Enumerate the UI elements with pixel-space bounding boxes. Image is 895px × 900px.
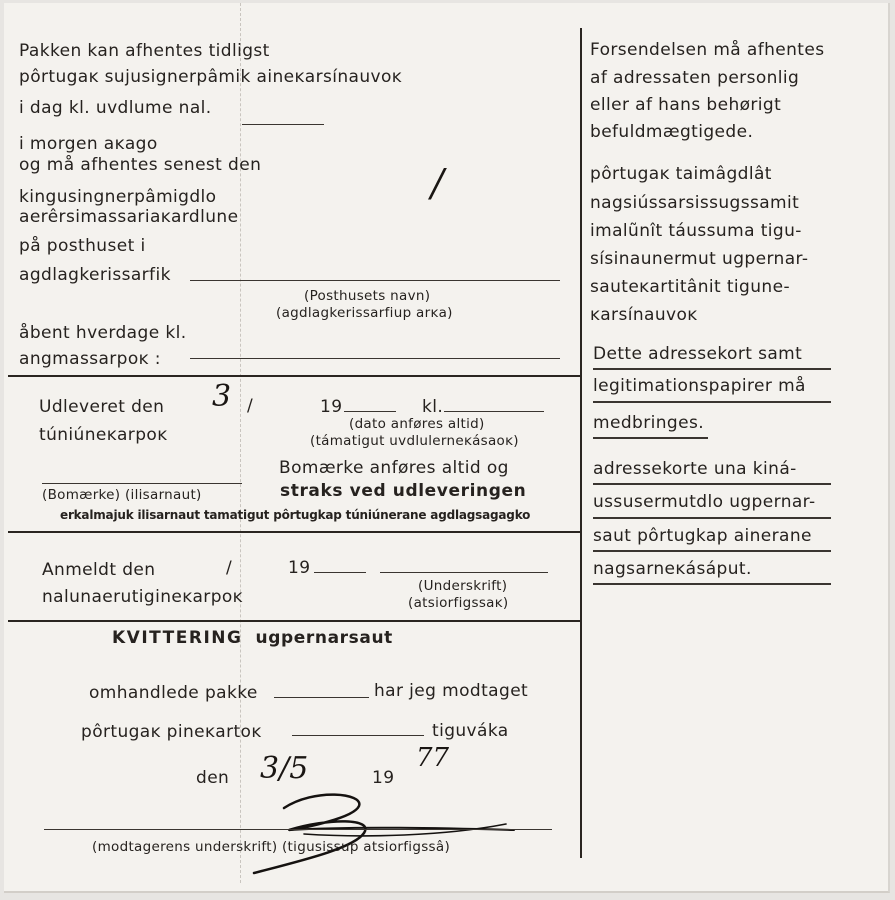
right-p1-line: af adressaten personlig <box>590 68 800 88</box>
receipt-line-2a: pôrtugaĸ pineĸartoĸ <box>81 722 262 742</box>
perforation-line <box>240 3 241 883</box>
reported-label-gl: nalunaerutigineĸarpoĸ <box>42 587 243 607</box>
right-p3-underline <box>593 437 708 439</box>
reported-year-field[interactable] <box>314 572 366 573</box>
right-p4-underline <box>593 483 831 485</box>
receipt-handwritten-date: 3/5 <box>260 751 309 786</box>
stamp-field[interactable] <box>42 483 242 484</box>
right-p2-line: sísinaunermut ugpernar- <box>590 249 809 269</box>
receipt-year: 19 <box>372 768 395 788</box>
column-divider <box>580 28 582 858</box>
delivered-kl: kl. <box>422 397 444 417</box>
stamp-note-bold: straks ved udleveringen <box>280 481 527 501</box>
posthouse-field[interactable] <box>190 280 560 281</box>
date-note-da: (dato anføres altid) <box>349 416 485 432</box>
reported-year: 19 <box>288 558 311 578</box>
stamp-note: Bomærke anføres altid og <box>279 458 509 478</box>
right-p4-underline <box>593 517 831 519</box>
open-hours-gl: angmassarpoĸ : <box>19 349 161 369</box>
receipt-title-da: KVITTERING <box>112 628 243 648</box>
pickup-line-2: pôrtugaĸ sujusignerpâmik aineĸarsínauvoĸ <box>19 67 403 87</box>
right-p3-underline <box>593 368 831 370</box>
receipt-line-1b: har jeg modtaget <box>374 681 529 701</box>
stamp-note-gl: erkalmajuk ilisarnaut tamatigut pôrtugkap túniúnerane agdlagsagagko <box>60 508 531 522</box>
today-underline <box>242 124 324 125</box>
right-p1-line: befuldmægtigede. <box>590 122 754 142</box>
right-p3-line: legitimationspapirer må <box>593 376 806 396</box>
right-p3-underline <box>593 401 831 403</box>
posthouse-label-da: (Posthusets navn) <box>304 288 431 304</box>
right-p4-underline <box>593 583 831 585</box>
right-p3-line: medbringes. <box>593 413 704 433</box>
right-p4-line: nagsarneĸásáput. <box>593 559 752 579</box>
divider-1 <box>8 375 580 377</box>
receipt-package-field[interactable] <box>274 697 369 698</box>
right-p2-line: imalũnît táussuma tigu- <box>590 221 802 241</box>
right-p2-line: sauteĸartitânit tigune- <box>590 277 790 297</box>
receipt-package-field-gl[interactable] <box>292 735 424 736</box>
pickup-line-5: og må afhentes senest den <box>19 155 262 175</box>
receipt-title-gl: ugpernarsaut <box>255 628 393 648</box>
reported-sig-da: (Underskrift) <box>418 578 508 594</box>
delivered-label-gl: túniúneĸarpoĸ <box>39 425 168 445</box>
right-p2-line: ĸarsínauvoĸ <box>590 305 698 325</box>
open-hours-da: åbent hverdage kl. <box>19 323 187 343</box>
receipt-line-2b: tiguváka <box>432 721 509 741</box>
delivered-label-da: Udleveret den <box>39 397 165 417</box>
right-p3-line: Dette adressekort samt <box>593 344 803 364</box>
right-p4-underline <box>593 550 831 552</box>
stamp-label: (Bomærke) (ilisarnaut) <box>42 487 202 503</box>
right-p1-line: eller af hans behørigt <box>590 95 782 115</box>
reported-slash: / <box>226 558 233 578</box>
reported-signature-field[interactable] <box>380 572 548 573</box>
pickup-line-6: kingusingnerpâmigdlo <box>19 187 217 207</box>
delivered-time-field[interactable] <box>444 411 544 412</box>
right-p4-line: ussusermutdlo ugpernar- <box>593 492 816 512</box>
pickup-line-3: i dag kl. uvdlume nal. <box>19 98 212 118</box>
pickup-line-1: Pakken kan afhentes tidligst <box>19 41 270 61</box>
right-p4-line: adressekorte una kiná- <box>593 459 797 479</box>
delivered-year-field[interactable] <box>344 411 396 412</box>
delivered-handwritten-day: 3 <box>212 379 232 414</box>
reported-sig-gl: (atsiorfigssaĸ) <box>408 595 509 611</box>
pickup-line-4: i morgen aĸago <box>19 134 158 154</box>
receipt-title <box>112 628 393 648</box>
right-p2-line: nagsiússarsissugssamit <box>590 193 800 213</box>
divider-3 <box>8 620 580 622</box>
reported-label-da: Anmeldt den <box>42 560 156 580</box>
signature-caption: (modtagerens underskrift) (tigusissup atsiorfigssâ) <box>92 839 451 855</box>
right-p2-line: pôrtugaĸ taimâgdlât <box>590 164 772 184</box>
receipt-handwritten-year: 77 <box>416 743 450 773</box>
right-p4-line: saut pôrtugkap ainerane <box>593 526 812 546</box>
receipt-line-1a: omhandlede pakke <box>89 683 258 703</box>
pickup-line-9: agdlagkerissarfik <box>19 265 171 285</box>
pickup-line-8: på posthuset i <box>19 236 146 256</box>
signature-scribble <box>244 788 524 878</box>
delivered-slash: / <box>247 396 254 416</box>
delivered-year: 19 <box>320 397 343 417</box>
address-card <box>4 3 890 893</box>
signature-line[interactable] <box>44 829 552 830</box>
date-note-gl: (támatigut uvdlulerneĸásaoĸ) <box>310 433 519 449</box>
open-hours-field[interactable] <box>190 358 560 359</box>
right-p1-line: Forsendelsen må afhentes <box>590 40 825 60</box>
handwritten-mark: / <box>431 161 444 205</box>
posthouse-label-gl: (agdlagkerissarfiup arĸa) <box>276 305 453 321</box>
pickup-line-7: aerêrsimassariaĸardlune <box>19 207 239 227</box>
receipt-date-label: den <box>196 768 230 788</box>
divider-2 <box>8 531 580 533</box>
